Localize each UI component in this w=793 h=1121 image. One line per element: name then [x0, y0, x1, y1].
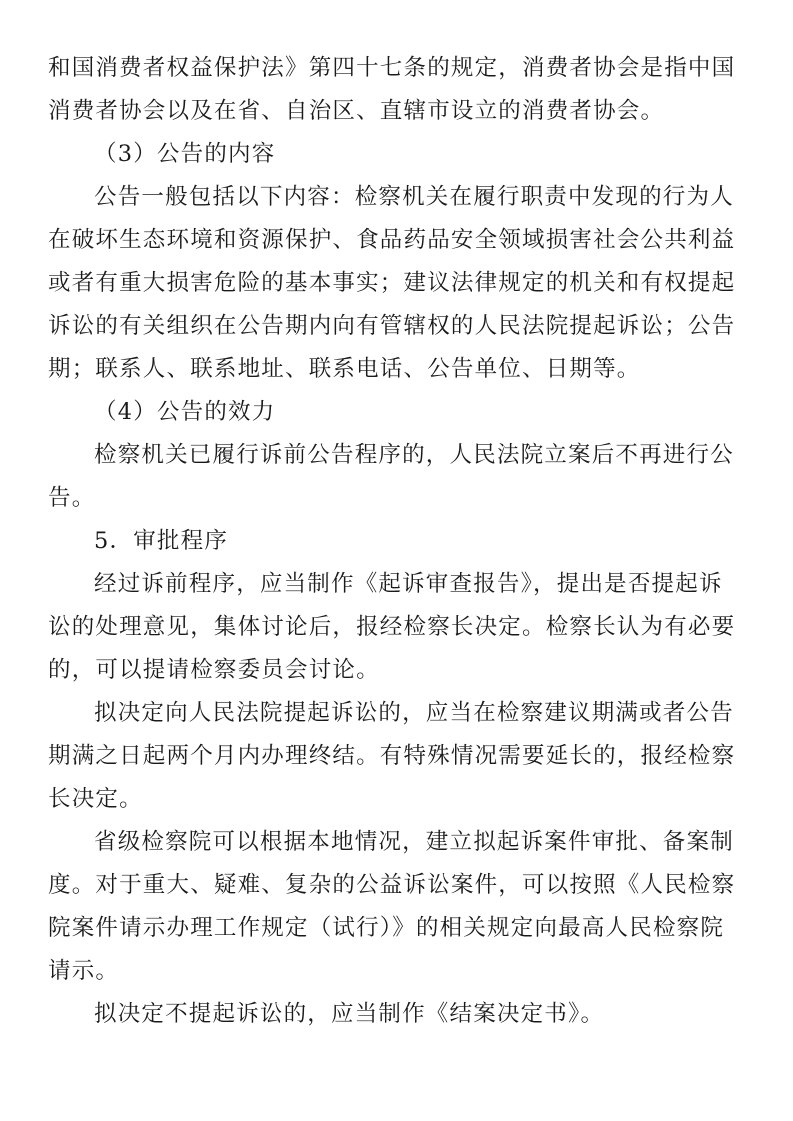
- text-line: 长决定。: [48, 786, 143, 812]
- paragraph-first-line: 经过诉前程序，应当制作《起诉审查报告》，提出是否提起诉: [94, 571, 723, 597]
- paragraph-first-line: 省级检察院可以根据本地情况，建立拟起诉案件审批、备案制: [94, 829, 734, 855]
- text-line: 和国消费者权益保护法》第四十七条的规定，消费者协会是指中国: [48, 55, 736, 81]
- text-line: 的，可以提请检察委员会讨论。: [48, 657, 380, 683]
- document-page: [48, 47, 748, 1036]
- text-line: 度。对于重大、疑难、复杂的公益诉讼案件，可以按照《人民检察: [48, 872, 736, 898]
- text-line: 在破坏生态环境和资源保护、食品药品安全领域损害社会公共利益: [48, 227, 736, 253]
- paragraph-first-line: 公告一般包括以下内容：检察机关在履行职责中发现的行为人: [94, 184, 734, 210]
- paragraph-first-line: 拟决定不提起诉讼的，应当制作《结案决定书》。: [94, 1001, 605, 1027]
- section-heading: （3）公告的内容: [94, 141, 276, 167]
- paragraph-first-line: 检察机关已履行诉前公告程序的，人民法院立案后不再进行公: [94, 442, 734, 468]
- text-line: 或者有重大损害危险的基本事实；建议法律规定的机关和有权提起: [48, 270, 736, 296]
- section-heading: 5．审批程序: [94, 528, 229, 554]
- text-line: 期；联系人、联系地址、联系电话、公告单位、日期等。: [48, 356, 641, 382]
- text-line: 院案件请示办理工作规定（试行）》的相关规定向最高人民检察院: [48, 915, 725, 941]
- text-line: 诉讼的有关组织在公告期内向有管辖权的人民法院提起诉讼；公告: [48, 313, 736, 339]
- section-heading: （4）公告的效力: [94, 399, 276, 425]
- text-line: 告。: [48, 485, 96, 511]
- text-line: 讼的处理意见，集体讨论后，报经检察长决定。检察长认为有必要: [48, 614, 736, 640]
- text-line: 期满之日起两个月内办理终结。有特殊情况需要延长的，报经检察: [48, 743, 736, 769]
- paragraph-first-line: 拟决定向人民法院提起诉讼的，应当在检察建议期满或者公告: [94, 700, 734, 726]
- text-line: 消费者协会以及在省、自治区、直辖市设立的消费者协会。: [48, 98, 665, 124]
- text-line: 请示。: [48, 958, 120, 984]
